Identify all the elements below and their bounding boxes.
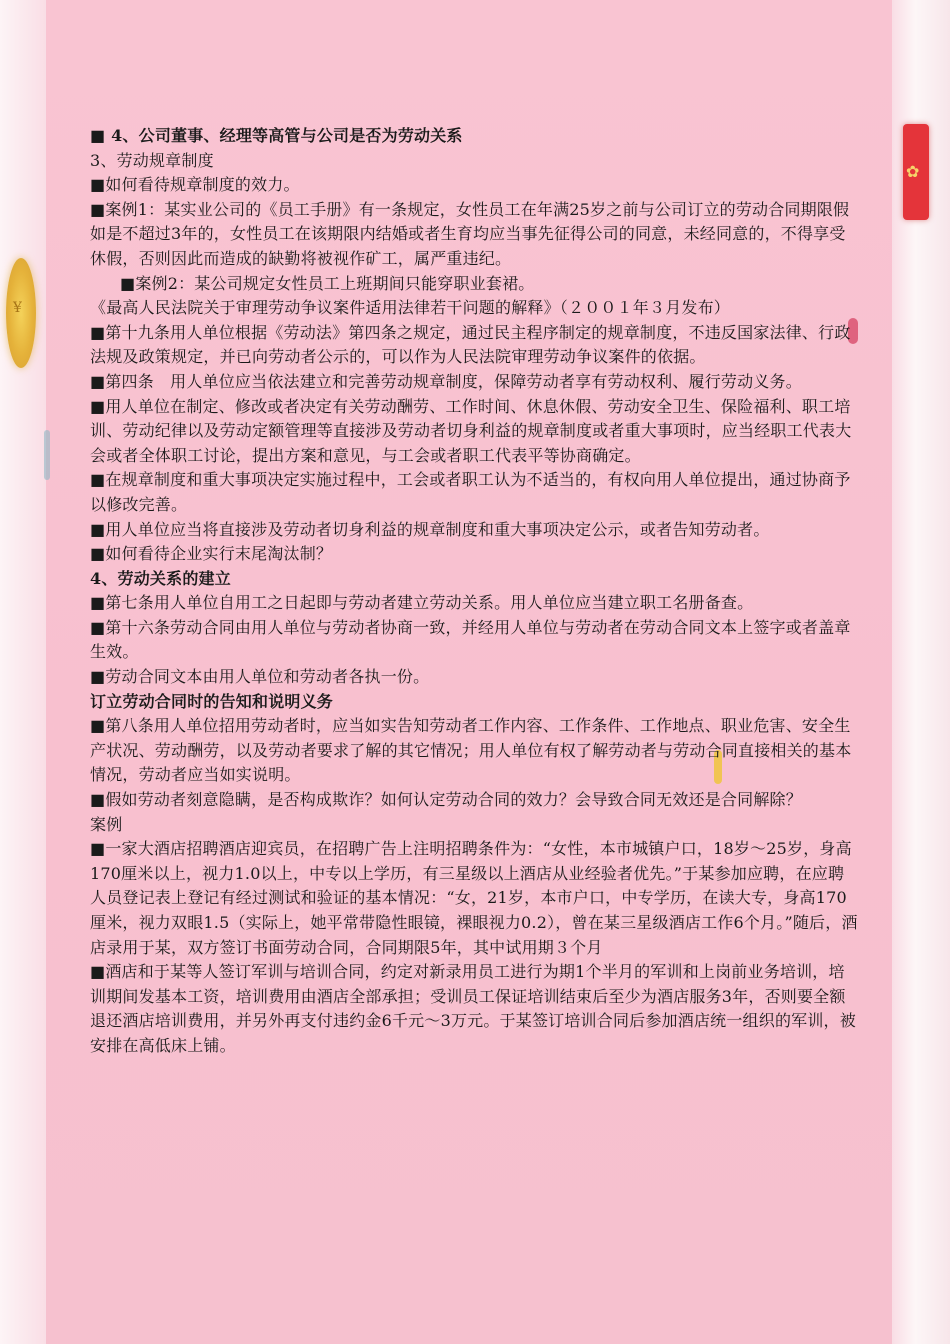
bullet-question-rules-validity: ■如何看待规章制度的效力。 [90, 175, 300, 195]
section-heading-establishment: 4、劳动关系的建立 [90, 568, 231, 588]
bullet-elimination-question: ■如何看待企业实行末尾淘汰制？ [90, 544, 333, 564]
bullet-case-1: ■案例1：某实业公司的《员工手册》有一条规定，女性员工在年满25岁之前与公司订立的劳动合同期限假如是不超过3年的，女性员工在该期限内结婚或者生育均应当事先征得公司的同意，未经同意的，不得享受休假，否则因此而造成的缺勤将被视作矿工，属严重违纪。 [90, 199, 850, 268]
section-heading-rules: 3、劳动规章制度 [90, 150, 214, 170]
case-label: 案例 [90, 814, 123, 834]
section-heading-executives: ■ 4、公司董事、经理等高管与公司是否为劳动关系 [90, 126, 463, 145]
coin-ornament-icon: ¥ [13, 300, 22, 316]
bullet-article-16: ■第十六条劳动合同由用人单位与劳动者协商一致，并经用人单位与劳动者在劳动合同文本上签字或者盖章生效。 [90, 617, 851, 662]
bullet-rule-making: ■用人单位在制定、修改或者决定有关劳动酬劳、工作时间、休息休假、劳动安全卫生、保险福利、职工培训、劳动纪律以及劳动定额管理等直接涉及劳动者切身利益的规章制度或者重大事项时，应当经职工代表大会或者全体职工讨论，提出方案和意见，与工会或者职工代表平等协商确定。 [90, 396, 852, 465]
bullet-contract-copies: ■劳动合同文本由用人单位和劳动者各执一份。 [90, 667, 430, 687]
bullet-fraud-question: ■假如劳动者刻意隐瞒，是否构成欺诈？如何认定劳动合同的效力？会导致合同无效还是合同解除？ [90, 790, 802, 810]
bullet-case-2: ■案例2：某公司规定女性员工上班期间只能穿职业套裙。 [120, 273, 535, 293]
bullet-article-4: ■第四条 用人单位应当依法建立和完善劳动规章制度，保障劳动者享有劳动权利、履行劳动义务。 [90, 371, 802, 391]
left-margin [0, 0, 48, 1344]
bullet-article-8: ■第八条用人单位招用劳动者时，应当如实告知劳动者工作内容、工作条件、工作地点、职业危害、安全生产状况、劳动酬劳，以及劳动者要求了解的其它情况；用人单位有权了解劳动者与劳动合同直接相关的基本情况，劳动者应当如实说明。 [90, 716, 852, 785]
bullet-implementation: ■在规章制度和重大事项决定实施过程中，工会或者职工认为不适当的，有权向用人单位提出，通过协商予以修改完善。 [90, 470, 851, 514]
lantern-ornament-icon: ✿ [906, 162, 920, 181]
document-body [90, 124, 860, 1059]
judicial-interpretation-title: 《最高人民法院关于审理劳动争议案件适用法律若干问题的解释》（２００１年３月发布） [90, 298, 731, 318]
bullet-publication: ■用人单位应当将直接涉及劳动者切身利益的规章制度和重大事项决定公示，或者告知劳动者。 [90, 519, 770, 539]
section-heading-disclosure: 订立劳动合同时的告知和说明义务 [90, 691, 334, 711]
blue-smear-decoration [44, 430, 50, 480]
bullet-article-7: ■第七条用人单位自用工之日起即与劳动者建立劳动关系。用人单位应当建立职工名册备查。 [90, 593, 754, 613]
bullet-hotel-case: ■一家大酒店招聘酒店迎宾员，在招聘广告上注明招聘条件为：“女性，本市城镇户口，18岁～25岁，身高170厘米以上，视力1.0以上，中专以上学历，有三星级以上酒店从业经验者优先。”于某参加应聘，在应聘人员登记表上登记有经过测试和验证的基本情况：“女，21岁，本市户口，中专学历，在读大专，身高170厘米，视力双眼1.5（实际上，她平常带隐性眼镜，裸眼视力0.2），曾在某三星级酒店工作6个月。”随后，酒店录用于某，双方签订书面劳动合同，合同期限5年，其中试用期３个月 [90, 839, 858, 957]
bullet-training-contract: ■酒店和于某等人签订军训与培训合同，约定对新录用员工进行为期1个半月的军训和上岗前业务培训，培训期间发基本工资，培训费用由酒店全部承担；受训员工保证培训结束后至少为酒店服务3年，否则要全额退还酒店培训费用，并另外再支付违约金6千元～3万元。于某签订培训合同后参加酒店统一组织的军训，被安排在高低床上铺。 [90, 962, 856, 1055]
bullet-article-19: ■第十九条用人单位根据《劳动法》第四条之规定，通过民主程序制定的规章制度，不违反国家法律、行政法规及政策规定，并已向劳动者公示的，可以作为人民法院审理劳动争议案件的依据。 [90, 322, 851, 367]
